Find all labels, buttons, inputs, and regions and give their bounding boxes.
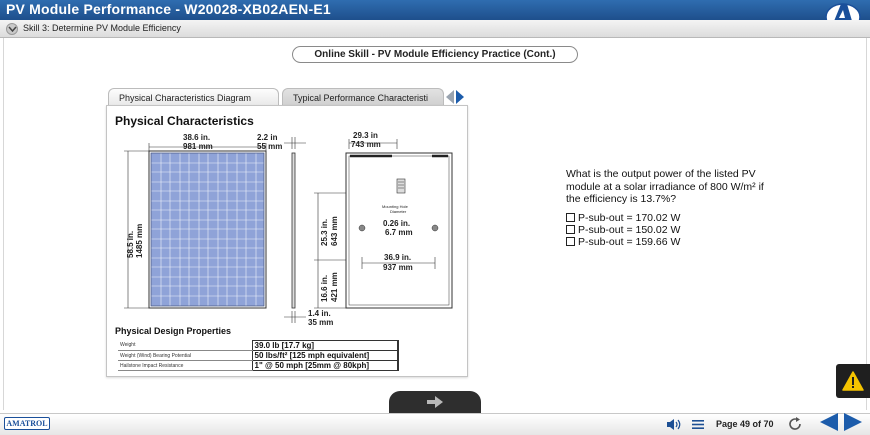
speaker-icon[interactable] (666, 418, 682, 431)
dim-upper-mm: 643 mm (330, 216, 339, 246)
checkbox[interactable] (566, 213, 575, 222)
property-key: Hailstone Impact Resistance (118, 361, 252, 371)
dim-width-in: 38.6 in. (183, 133, 211, 142)
answer-option-1[interactable] (566, 212, 680, 224)
page-indicator: Page 49 of 70 (716, 419, 774, 429)
dim-back-width-mm: 743 mm (351, 140, 381, 149)
skill-heading: Online Skill - PV Module Efficiency Practice (Cont.) (292, 46, 578, 63)
design-properties-table (118, 340, 399, 371)
hole-caption-1: Mounting Hole (382, 204, 408, 209)
dim-width-mm: 981 mm (183, 142, 213, 151)
dim-mount-width-mm: 937 mm (383, 263, 413, 272)
dim-height-mm: 1485 mm (135, 223, 144, 258)
dim-hole-mm: 6.7 mm (385, 228, 413, 237)
triangle-left-icon[interactable] (446, 90, 454, 104)
property-value: 1" @ 50 mph [25mm @ 80kph] (252, 361, 398, 371)
property-value: 50 lbs/ft² [125 mph equivalent] (252, 351, 398, 361)
answer-option-2[interactable] (566, 224, 680, 236)
dim-back-width-in: 29.3 in (353, 131, 378, 140)
tab-physical-characteristics[interactable]: Physical Characteristics Diagram (108, 88, 279, 106)
dim-lower-mm: 421 mm (330, 272, 339, 302)
dim-lower-in: 16.6 in. (320, 274, 329, 302)
skill-label: Skill 3: Determine PV Module Efficiency (23, 23, 181, 33)
question-text: What is the output power of the listed PV module at a solar irradiance of 800 W/m² if the efficiency is 13.7%? (566, 168, 764, 205)
module-diagram (106, 105, 468, 335)
skill-bar[interactable] (0, 20, 870, 38)
table-row (118, 361, 398, 371)
diagram-title: Physical Characteristics (115, 114, 254, 128)
dim-hole-in: 0.26 in. (383, 219, 411, 228)
dim-frame-mm: 35 mm (308, 318, 334, 327)
refresh-icon[interactable] (787, 416, 803, 432)
dim-depth-mm: 55 mm (257, 142, 283, 151)
checkbox[interactable] (566, 225, 575, 234)
amatrol-logo: AMATROL (4, 417, 50, 430)
next-button[interactable] (389, 391, 481, 413)
property-key: Weight (Wind) Bearing Potential (118, 351, 252, 361)
title-bar (0, 0, 870, 20)
triangle-right-icon[interactable] (456, 90, 464, 104)
answer-option-3[interactable] (566, 236, 680, 248)
dim-upper-in: 25.3 in. (320, 218, 329, 246)
design-properties-title: Physical Design Properties (115, 326, 232, 336)
nav-back-icon[interactable] (818, 411, 840, 433)
property-key: Weight (118, 341, 252, 351)
dim-frame-in: 1.4 in. (308, 309, 331, 318)
module-side-view (284, 137, 306, 323)
answer-label: P-sub-out = 159.66 W (578, 236, 681, 248)
property-value: 39.0 lb [17.7 kg] (252, 341, 398, 351)
window-title: PV Module Performance - W20028-XB02AEN-E1 (6, 1, 331, 17)
table-row (118, 351, 398, 361)
module-front-view (149, 151, 266, 308)
tab-typical-performance[interactable]: Typical Performance Characteristi (282, 88, 444, 106)
warning-icon (836, 364, 870, 398)
checkbox[interactable] (566, 237, 575, 246)
dim-depth-in: 2.2 in (257, 133, 278, 142)
dim-height-in: 58.5 in. (126, 230, 135, 258)
menu-icon[interactable] (692, 419, 704, 430)
nav-forward-icon[interactable] (842, 411, 864, 433)
hole-caption-2: Diameter (390, 209, 407, 214)
chevron-down-icon[interactable] (6, 23, 18, 35)
dim-mount-width-in: 36.9 in. (384, 253, 412, 262)
arrow-right-icon (426, 396, 444, 408)
table-row (118, 341, 398, 351)
warning-button[interactable] (836, 364, 870, 398)
answer-label: P-sub-out = 150.02 W (578, 224, 681, 236)
answer-label: P-sub-out = 170.02 W (578, 212, 681, 224)
